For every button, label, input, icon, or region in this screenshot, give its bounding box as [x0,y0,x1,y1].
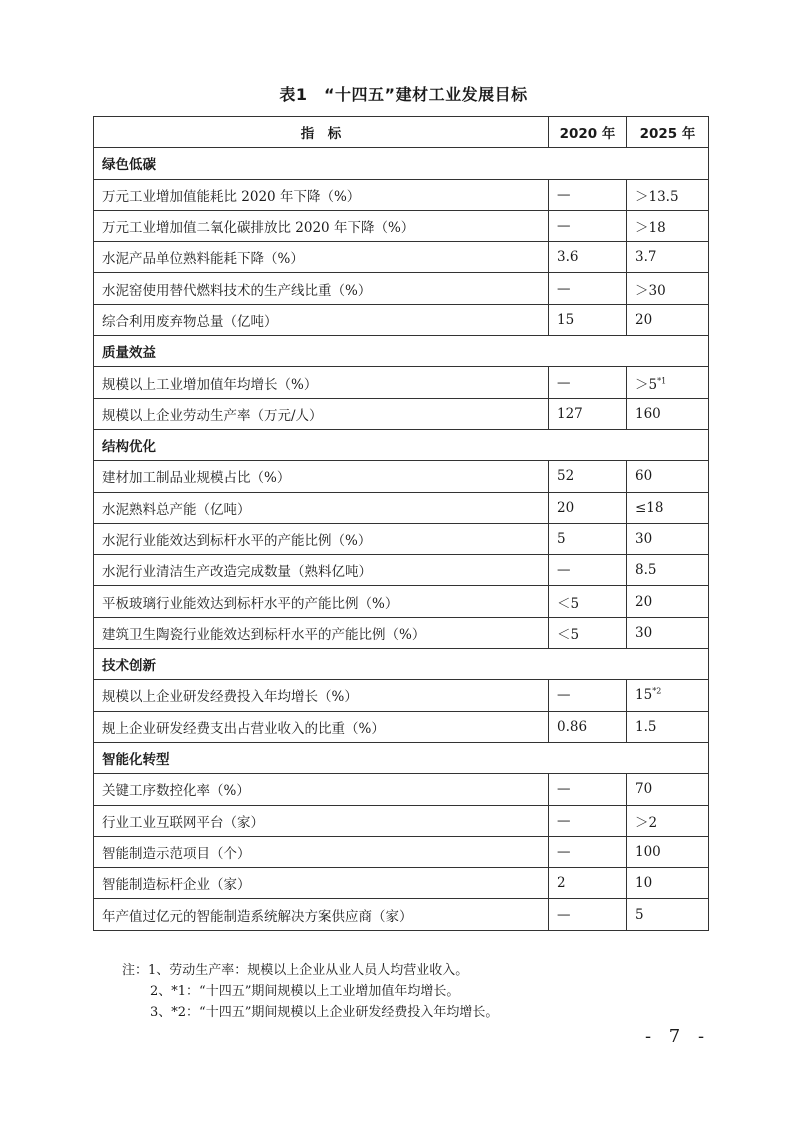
value-2020-cell: 2 [549,868,627,899]
indicator-cell: 规模以上企业劳动生产率（万元/人） [94,398,549,429]
value-2025-cell [627,836,709,867]
value-2025-cell [627,868,709,899]
value-2025-cell [627,210,709,241]
value-2025-cell [627,304,709,335]
value-2020-cell: — [549,367,627,398]
value-2025-cell [627,273,709,304]
value-2020-cell: — [549,179,627,210]
page-number: - 7 - [645,1026,711,1047]
value-2025-cell [627,805,709,836]
footnote-marker: *2 [652,686,662,696]
note-2: 2、*1：“十四五”期间规模以上工业增加值年均增长。 [150,984,460,999]
value-2025-cell [627,398,709,429]
indicator-cell: 行业工业互联网平台（家） [94,805,549,836]
value-2025-cell [627,586,709,617]
note-1: 注：1、劳动生产率：规模以上企业从业人员人均营业收入。 [122,963,469,978]
section-heading: 技术创新 [94,649,709,680]
table-row [94,492,709,523]
value-2020-cell: 3.6 [549,242,627,273]
value-2025-text: 60 [635,468,653,485]
table-row [94,617,709,648]
value-2020-cell: 15 [549,304,627,335]
value-2020-cell: 20 [549,492,627,523]
section-row [94,742,709,773]
value-2025-cell [627,617,709,648]
section-heading: 质量效益 [94,336,709,367]
value-2020-cell: 5 [549,523,627,554]
section-row [94,148,709,179]
table-header-row [94,117,709,148]
notes [122,960,498,1023]
table-row [94,179,709,210]
value-2020-cell: ＜5 [549,586,627,617]
indicator-cell: 水泥行业清洁生产改造完成数量（熟料亿吨） [94,555,549,586]
indicator-cell: 水泥行业能效达到标杆水平的产能比例（%） [94,523,549,554]
value-2025-text: 10 [635,875,653,892]
header-2020: 2020 年 [549,117,627,148]
value-2020-cell: 52 [549,461,627,492]
table-row [94,242,709,273]
value-2020-cell: — [549,899,627,930]
indicator-cell: 万元工业增加值二氧化碳排放比 2020 年下降（%） [94,210,549,241]
value-2020-cell: — [549,680,627,711]
value-2025-text: 15 [635,687,653,704]
value-2025-cell [627,367,709,398]
table-row [94,304,709,335]
indicator-cell: 水泥熟料总产能（亿吨） [94,492,549,523]
indicator-cell: 规上企业研发经费支出占营业收入的比重（%） [94,711,549,742]
value-2025-text: ＞5 [635,376,658,393]
table-row [94,774,709,805]
value-2020-cell: — [549,210,627,241]
table-row [94,367,709,398]
value-2025-text: 70 [635,781,653,798]
value-2025-cell [627,461,709,492]
table-row [94,868,709,899]
table-row [94,523,709,554]
value-2025-text: 30 [635,624,653,641]
development-targets-table [93,116,709,931]
indicator-cell: 年产值过亿元的智能制造系统解决方案供应商（家） [94,899,549,930]
indicator-cell: 规模以上工业增加值年均增长（%） [94,367,549,398]
value-2025-text: 30 [635,531,653,547]
table-row [94,461,709,492]
value-2025-cell [627,555,709,586]
table-row [94,586,709,617]
table-row [94,555,709,586]
indicator-cell: 建材加工制品业规模占比（%） [94,461,549,492]
section-row [94,429,709,460]
table-row [94,273,709,304]
value-2025-cell [627,179,709,210]
indicator-cell: 关键工序数控化率（%） [94,774,549,805]
indicator-cell: 水泥产品单位熟料能耗下降（%） [94,242,549,273]
value-2025-text: ＞30 [635,282,666,299]
value-2020-cell: 127 [549,398,627,429]
section-row [94,649,709,680]
value-2020-cell: — [549,805,627,836]
value-2025-text: 20 [635,311,653,328]
value-2025-cell [627,711,709,742]
header-2025: 2025 年 [627,117,709,148]
indicator-cell: 万元工业增加值能耗比 2020 年下降（%） [94,179,549,210]
value-2025-text: ＞13.5 [635,188,679,205]
table-row [94,711,709,742]
table-row [94,398,709,429]
indicator-cell: 综合利用废弃物总量（亿吨） [94,304,549,335]
value-2020-cell: — [549,836,627,867]
value-2025-text: ≤18 [635,499,664,516]
value-2025-cell [627,523,709,554]
value-2025-text: 160 [635,405,661,422]
section-row [94,336,709,367]
value-2020-cell: — [549,555,627,586]
footnote-marker: *1 [657,376,667,386]
table-row [94,210,709,241]
table-body [94,148,709,930]
value-2025-cell [627,242,709,273]
value-2025-text: ＞2 [635,814,658,831]
value-2025-text: 100 [635,843,661,860]
table-row [94,836,709,867]
indicator-cell: 建筑卫生陶瓷行业能效达到标杆水平的产能比例（%） [94,617,549,648]
section-heading: 绿色低碳 [94,148,709,179]
table-row [94,899,709,930]
note-3: 3、*2：“十四五”期间规模以上企业研发经费投入年均增长。 [150,1005,499,1020]
value-2025-text: 8.5 [635,562,657,579]
indicator-cell: 平板玻璃行业能效达到标杆水平的产能比例（%） [94,586,549,617]
value-2025-text: 20 [635,593,653,610]
value-2025-cell [627,774,709,805]
value-2020-cell: 0.86 [549,711,627,742]
value-2025-text: 3.7 [635,249,657,266]
indicator-cell: 水泥窑使用替代燃料技术的生产线比重（%） [94,273,549,304]
value-2020-cell: ＜5 [549,617,627,648]
header-indicator: 指 标 [94,117,549,148]
table-row [94,680,709,711]
indicator-cell: 规模以上企业研发经费投入年均增长（%） [94,680,549,711]
value-2020-cell: — [549,273,627,304]
value-2025-cell [627,680,709,711]
table-title: 表1 “十四五”建材工业发展目标 [279,85,528,104]
value-2020-cell: — [549,774,627,805]
section-heading: 智能化转型 [94,742,709,773]
value-2025-text: ＞18 [635,220,666,237]
indicator-cell: 智能制造标杆企业（家） [94,868,549,899]
value-2025-text: 1.5 [635,718,657,735]
value-2025-cell [627,899,709,930]
table-row [94,805,709,836]
value-2025-text: 5 [635,906,644,923]
section-heading: 结构优化 [94,429,709,460]
indicator-cell: 智能制造示范项目（个） [94,836,549,867]
value-2025-cell [627,492,709,523]
